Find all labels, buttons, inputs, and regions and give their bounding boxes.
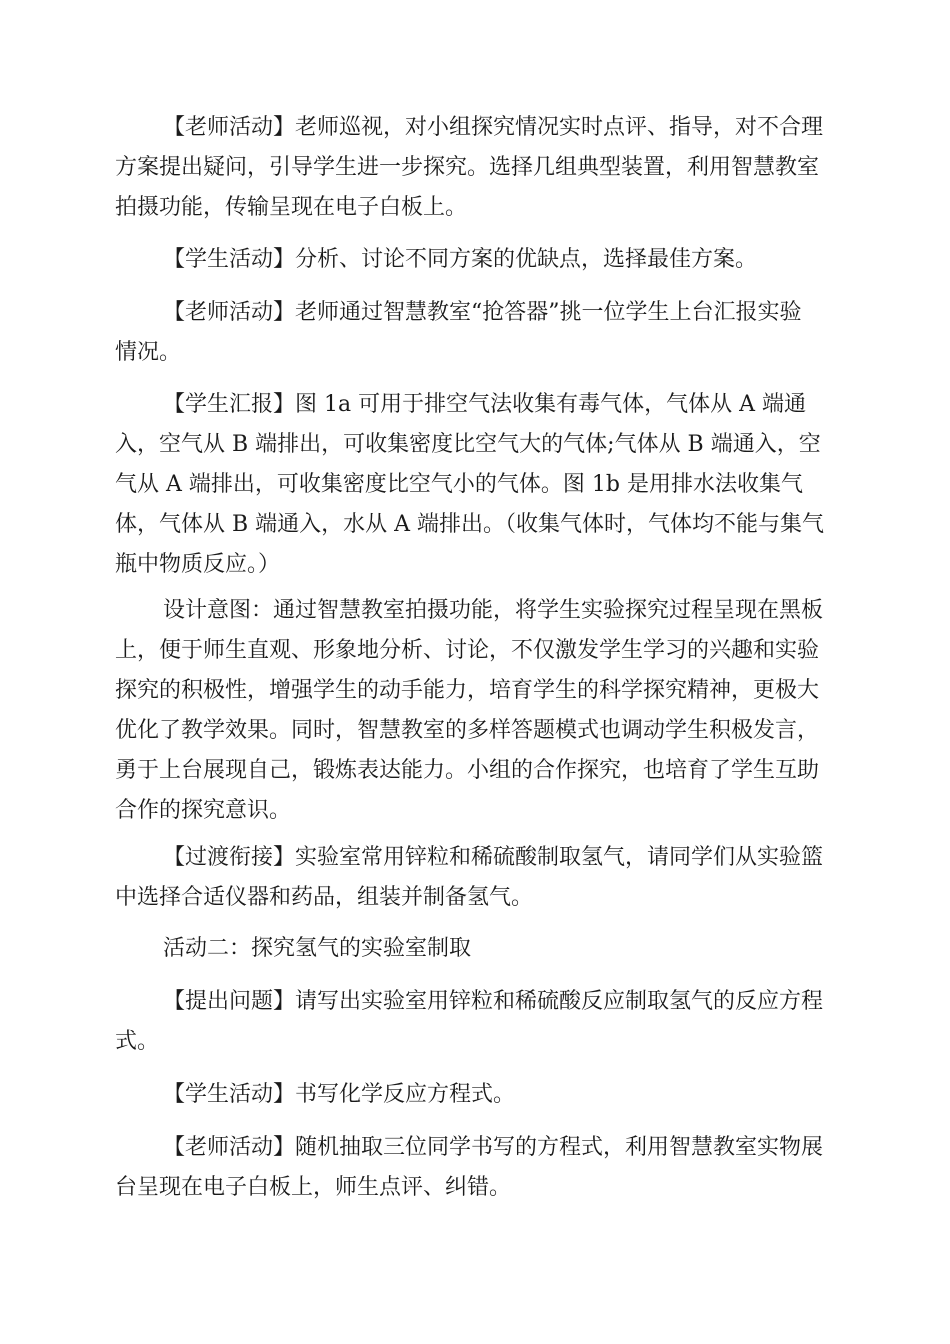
text-line: 上，便于师生直观、形象地分析、讨论，不仅激发学生学习的兴趣和实验 xyxy=(115,638,820,663)
paragraph-student-report xyxy=(115,385,835,585)
text-line: 合作的探究意识。 xyxy=(115,798,292,823)
paragraph-activity-two-heading xyxy=(115,929,835,969)
text-line: 入，空气从 B 端排出，可收集密度比空气大的气体;气体从 B 端通入，空 xyxy=(115,432,821,457)
paragraph-raise-question xyxy=(115,982,835,1062)
text-line: 式。 xyxy=(115,1029,160,1054)
text-line: 情况。 xyxy=(115,340,182,365)
text-line: 设计意图：通过智慧教室拍摄功能，将学生实验探究过程呈现在黑板 xyxy=(163,598,824,623)
text-line: 方案提出疑问，引导学生进一步探究。选择几组典型装置，利用智慧教室 xyxy=(115,155,820,180)
text-line: 【学生活动】分析、讨论不同方案的优缺点，选择最佳方案。 xyxy=(163,247,758,272)
text-line: 瓶中物质反应。） xyxy=(115,552,281,577)
text-line: 气从 A 端排出，可收集密度比空气小的气体。图 1b 是用排水法收集气 xyxy=(115,472,803,497)
text-line: 【老师活动】随机抽取三位同学书写的方程式，利用智慧教室实物展 xyxy=(163,1135,824,1160)
paragraph-teacher-activity-3 xyxy=(115,1128,835,1208)
paragraph-design-intent xyxy=(115,591,835,831)
text-line: 探究的积极性，增强学生的动手能力，培育学生的科学探究精神，更极大 xyxy=(115,678,820,703)
text-line: 拍摄功能，传输呈现在电子白板上。 xyxy=(115,195,468,220)
paragraph-student-activity-2 xyxy=(115,1075,835,1115)
text-line: 中选择合适仪器和药品，组装并制备氢气。 xyxy=(115,885,534,910)
paragraph-student-activity-1 xyxy=(115,240,835,280)
text-line: 勇于上台展现自己，锻炼表达能力。小组的合作探究，也培育了学生互助 xyxy=(115,758,820,783)
paragraph-teacher-activity-1 xyxy=(115,108,835,228)
text-line: 【老师活动】老师通过智慧教室“抢答器”挑一位学生上台汇报实验 xyxy=(163,300,802,325)
text-line: 【老师活动】老师巡视，对小组探究情况实时点评、指导，对不合理 xyxy=(163,115,824,140)
text-line: 【过渡衔接】实验室常用锌粒和稀硫酸制取氢气，请同学们从实验篮 xyxy=(163,845,824,870)
text-line: 体，气体从 B 端通入，水从 A 端排出。（收集气体时，气体均不能与集气 xyxy=(115,512,825,537)
paragraph-teacher-activity-2 xyxy=(115,293,835,373)
text-line: 活动二：探究氢气的实验室制取 xyxy=(163,936,472,961)
text-line: 台呈现在电子白板上，师生点评、纠错。 xyxy=(115,1175,512,1200)
paragraph-transition xyxy=(115,838,835,918)
text-line: 优化了教学效果。同时，智慧教室的多样答题模式也调动学生积极发言， xyxy=(115,718,820,743)
text-line: 【学生活动】书写化学反应方程式。 xyxy=(163,1082,516,1107)
text-line: 【学生汇报】图 1a 可用于排空气法收集有毒气体，气体从 A 端通 xyxy=(163,392,806,417)
text-line: 【提出问题】请写出实验室用锌粒和稀硫酸反应制取氢气的反应方程 xyxy=(163,989,824,1014)
